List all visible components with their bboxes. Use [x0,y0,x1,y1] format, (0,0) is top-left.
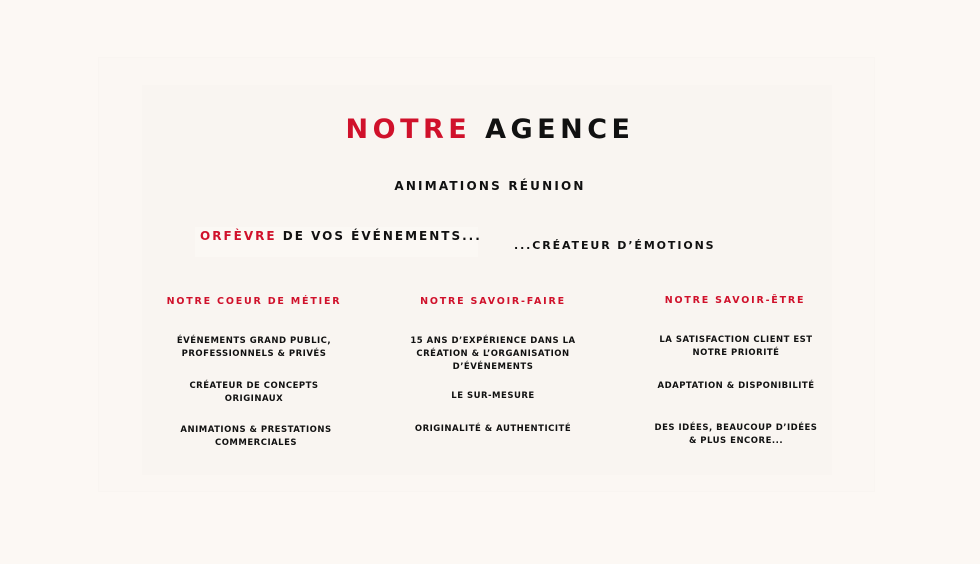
title-rest: AGENCE [485,114,635,145]
subtitle: ANIMATIONS RÉUNION [394,179,586,193]
column-item: LA SATISFACTION CLIENT EST NOTRE PRIORITÉ [659,335,813,358]
column-title-savoir-etre: NOTRE SAVOIR-ÊTRE [664,295,806,306]
column-item: ANIMATIONS & PRESTATIONS COMMERCIALES [180,425,332,448]
column-item: CRÉATEUR DE CONCEPTS ORIGINAUX [189,381,319,404]
column-item: LE SUR-MESURE [451,391,535,401]
column-item: 15 ANS D’EXPÉRIENCE DANS LA CRÉATION & L’ORGANISATION D’ÉVÉNEMENTS [410,336,576,372]
column-title-metier: NOTRE COEUR DE MÉTIER [166,296,342,307]
tagline-right: ...CRÉATEUR D’ÉMOTIONS [514,239,716,252]
title-highlight: NOTRE [345,114,472,145]
tagline-highlight: ORFÈVRE [200,229,277,243]
page-title [0,114,980,145]
tagline-left [200,229,482,243]
column-title-savoir-faire: NOTRE SAVOIR-FAIRE [420,296,566,307]
column-item: DES IDÉES, BEAUCOUP D’IDÉES & PLUS ENCORE... [654,423,818,446]
tagline-left-rest: DE VOS ÉVÉNEMENTS... [276,229,482,243]
column-item: ORIGINALITÉ & AUTHENTICITÉ [414,424,572,434]
column-item: ADAPTATION & DISPONIBILITÉ [657,381,815,391]
column-item: ÉVÉNEMENTS GRAND PUBLIC, PROFESSIONNELS & PRIVÉS [176,336,332,359]
